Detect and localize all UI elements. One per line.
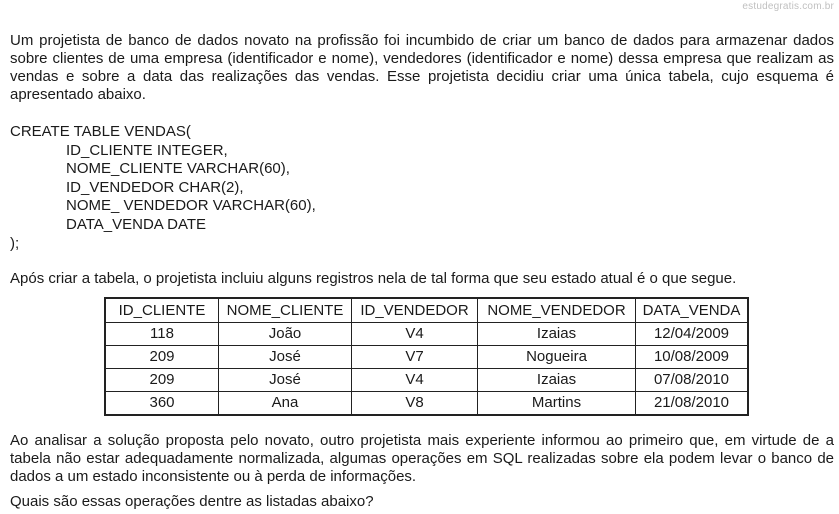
column-header: NOME_VENDEDOR [478, 298, 636, 323]
table-cell: Izaias [478, 369, 636, 392]
table-cell: 12/04/2009 [636, 323, 749, 346]
table-cell: Ana [219, 392, 352, 416]
table-cell: José [219, 369, 352, 392]
sql-column-line: NOME_ VENDEDOR VARCHAR(60), [66, 197, 316, 215]
table-cell: Nogueira [478, 346, 636, 369]
table-row [105, 392, 748, 416]
sql-open-line: CREATE TABLE VENDAS( [10, 123, 191, 140]
table-cell: V4 [352, 323, 478, 346]
intro-paragraph: Um projetista de banco de dados novato na profissão foi incumbido de criar um banco de dados para armazenar dados sobre clientes de uma empresa (identificador e nome), vendedores (identificador e nome) dessa empresa que realizam as vendas e sobre a data das realizações das vendas. Esse projetista decidiu criar uma única tabela, cujo esquema é apresentado abaixo. [10, 32, 834, 103]
table-row [105, 346, 748, 369]
table-cell: 360 [105, 392, 219, 416]
column-header: NOME_CLIENTE [219, 298, 352, 323]
vendas-table [104, 297, 749, 416]
column-header: DATA_VENDA [636, 298, 749, 323]
table-cell: 10/08/2009 [636, 346, 749, 369]
table-cell: V7 [352, 346, 478, 369]
question-text: Quais são essas operações dentre as listadas abaixo? [10, 493, 374, 510]
table-header-row [105, 298, 748, 323]
table-cell: Izaias [478, 323, 636, 346]
after-create-paragraph: Após criar a tabela, o projetista incluiu alguns registros nela de tal forma que seu estado atual é o que segue. [10, 270, 737, 287]
table-row [105, 369, 748, 392]
sql-column-line: NOME_CLIENTE VARCHAR(60), [66, 160, 290, 178]
table-cell: V4 [352, 369, 478, 392]
table-cell: 209 [105, 346, 219, 369]
column-header: ID_VENDEDOR [352, 298, 478, 323]
sql-close-line: ); [10, 234, 20, 252]
analysis-paragraph: Ao analisar a solução proposta pelo novato, outro projetista mais experiente informou ao primeiro que, em virtude de a tabela não estar adequadamente normalizada, algumas operações em SQL realizadas sobre ela podem levar o banco de dados a um estado inconsistente ou à perda de informações. [10, 432, 834, 485]
table-cell: 07/08/2010 [636, 369, 749, 392]
sql-column-line: ID_VENDEDOR CHAR(2), [66, 178, 244, 196]
table-cell: V8 [352, 392, 478, 416]
table-cell: 209 [105, 369, 219, 392]
table-cell: 118 [105, 323, 219, 346]
sql-column-line: DATA_VENDA DATE [66, 215, 207, 233]
sql-create-statement [10, 123, 316, 253]
table-cell: José [219, 346, 352, 369]
table-cell: Martins [478, 392, 636, 416]
watermark: estudegratis.com.br [742, 1, 834, 12]
table-cell: João [219, 323, 352, 346]
table-row [105, 323, 748, 346]
table-cell: 21/08/2010 [636, 392, 749, 416]
sql-column-line: ID_CLIENTE INTEGER, [66, 141, 228, 159]
column-header: ID_CLIENTE [105, 298, 219, 323]
